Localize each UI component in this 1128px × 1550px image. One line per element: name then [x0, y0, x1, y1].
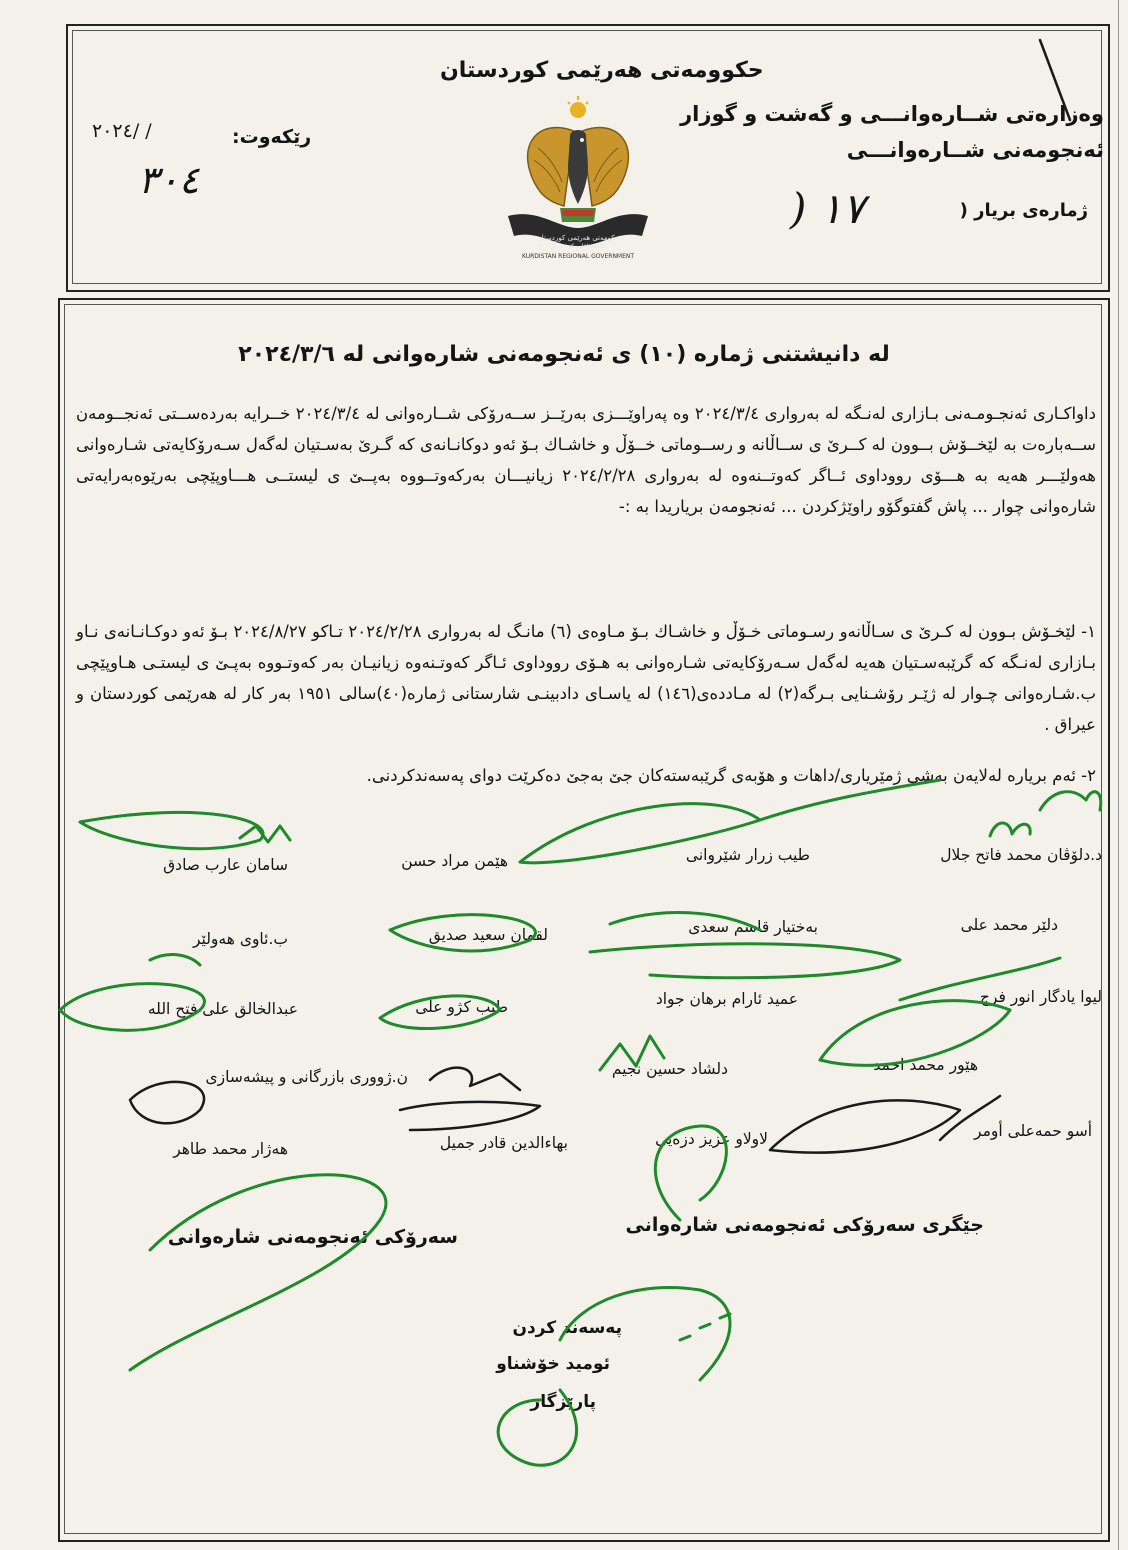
document-title: له دانیشتنی ژماره (١٠) ی ئەنجومەنی شارەوانی لە ٢٠٢٤/٣/٦: [238, 342, 890, 367]
government-title: حكوومەتی هەرێمی كوردستان: [440, 58, 764, 83]
council-title: ئەنجومەنی شــارەوانـــی: [846, 138, 1104, 162]
member-name: طيب زرار شێروانی: [685, 846, 810, 864]
approval-name: ئومید خۆشناو: [496, 1354, 610, 1374]
ministry-title: وەزارەتی شــارەوانـــی و گەشت و گوزار: [680, 102, 1104, 126]
decision-number-label: ژمارەی بریار (: [959, 200, 1088, 221]
member-name: لقمان سعید صدیق: [428, 926, 548, 944]
eagle-body-icon: [568, 130, 588, 204]
krg-emblem-logo: [498, 96, 658, 266]
member-name: أسو حمەعلی أومر: [974, 1122, 1092, 1140]
date-value: ٢٠٢٤/ /: [92, 120, 152, 142]
member-name: سامان عارب صادق: [163, 856, 288, 874]
decision-item-2: ٢- ئەم بریارە لەلایەن بەشی ژمێریاری/داهات و هۆبەی گرێبەستەكان جێ بەجێ دەكرێت دوای پەسەندكردنی.: [366, 766, 1096, 785]
member-name: د.دلۆڤان محمد فاتح جلال: [940, 846, 1102, 864]
member-name: ب.ئاوی هەولێر: [192, 930, 288, 948]
intro-paragraph: داواكـاری ئەنجـومـەنی بـازاری لەنـگە لە بەرواری ٢٠٢٤/٣/٤ وە پەراوێـــزی بەرێــز ســەرۆكی شــارەوانی لە ٢٠٢٤/٣/٤ خــرایە بەردەســتی ئەنجــومەن ســەبارەت بە لێخــۆش بــوون لە كــرێ ی ســاڵانە و رســوماتی خــۆڵ و خاشـاك بـۆ ئەو دوكانـانەی كە گـرێ بەسـتیان لەگەل سـەرۆكایەتی شـارەوانی هەولێـــر هەیە بە هـــۆی رووداوی ئــاگر كەوتــنەوە لە بەرواری ٢٠٢٤/٢/٢٨ زیانیـــان بەركەوتــووە بەپــێ ی لیستــی هـــاوپێچی بەرێوەبەرایەتی شارەوانی چوار ... پاش گفتوگۆو راوێژكردن ... ئەنجومەن بریاریدا بە :-: [76, 404, 1096, 516]
member-name: بەختیار قاسم سعدی: [688, 918, 818, 936]
approval-label: پەسەند كردن: [512, 1318, 622, 1338]
approval-title: پارێزگار: [530, 1392, 596, 1412]
member-name: هێور محمد احمد: [873, 1056, 978, 1074]
page-edge: [1118, 0, 1119, 1550]
reference-number: ٣٠٤: [138, 158, 200, 202]
logo-name-ku: حكومەتی هەرێمی كوردستان: [536, 234, 620, 242]
member-name: ن.ژووری بازرگانی و پیشەسازی: [205, 1068, 408, 1086]
logo-name-en: KURDISTAN REGIONAL GOVERNMENT: [521, 253, 635, 260]
deputy-head-title: جێگری سەرۆكی ئەنجومەنی شارەوانی: [625, 1214, 984, 1236]
member-name: هەژار محمد طاهر: [173, 1140, 288, 1158]
member-name: عمید ئارام برهان جواد: [655, 990, 798, 1008]
member-name: دلێر محمد علی: [960, 916, 1058, 934]
date-label: رێكەوت:: [232, 126, 312, 148]
logo-name-ar: حكومة اقليم كوردستان: [549, 243, 607, 250]
member-name: هێمن مراد حسن: [401, 852, 508, 870]
head-title: سەرۆكی ئەنجومەنی شارەوانی: [167, 1226, 458, 1248]
member-name: دلشاد حسین نجیم: [611, 1060, 728, 1078]
member-name: طيب كژو علی: [415, 998, 508, 1016]
member-name: لیوا یادگار انور فرج: [979, 988, 1102, 1006]
member-name: عبدالخالق علی فتح الله: [147, 1000, 298, 1018]
member-name: بهاءالدین قادر جمیل: [439, 1134, 568, 1152]
member-name: لاولاو عزیز دزەیی: [655, 1130, 768, 1148]
decision-number-value: ) ١٧: [790, 184, 865, 233]
decision-item-1: ١- لێخـۆش بـوون لە كـرێ ی سـاڵانەو رسـوماتی خـۆڵ و خاشـاك بـۆ مـاوەی (٦) مانـگ لە بەرواری ٢٠٢٤/٢/٢٨ تـاكو ٢٠٢٤/٨/٢٧ بـۆ ئەو دوكـانـانەی نـاو بـازاری لەنـگە كە گرێبەسـتیان هەیە لەگەل سـەرۆكایەتی شـارەوانی بە هـۆی رووداوی ئـاگر كەوتـنەوە زیانیـان بەر كەوتـووە بەپـێ ی لیستـی هـاوپێچی ب.شـارەوانی چـوار لە ژێـر رۆشـنایی بـرگە(٢) لە مـاددەی(١٤٦) لە یاسـای دادبینـی شارستانی ژماره(٤٠)سالی ١٩٥١ بەر كار لە هەرێمی كوردستان و عیراق .: [76, 622, 1096, 734]
sun-icon: [570, 102, 586, 118]
